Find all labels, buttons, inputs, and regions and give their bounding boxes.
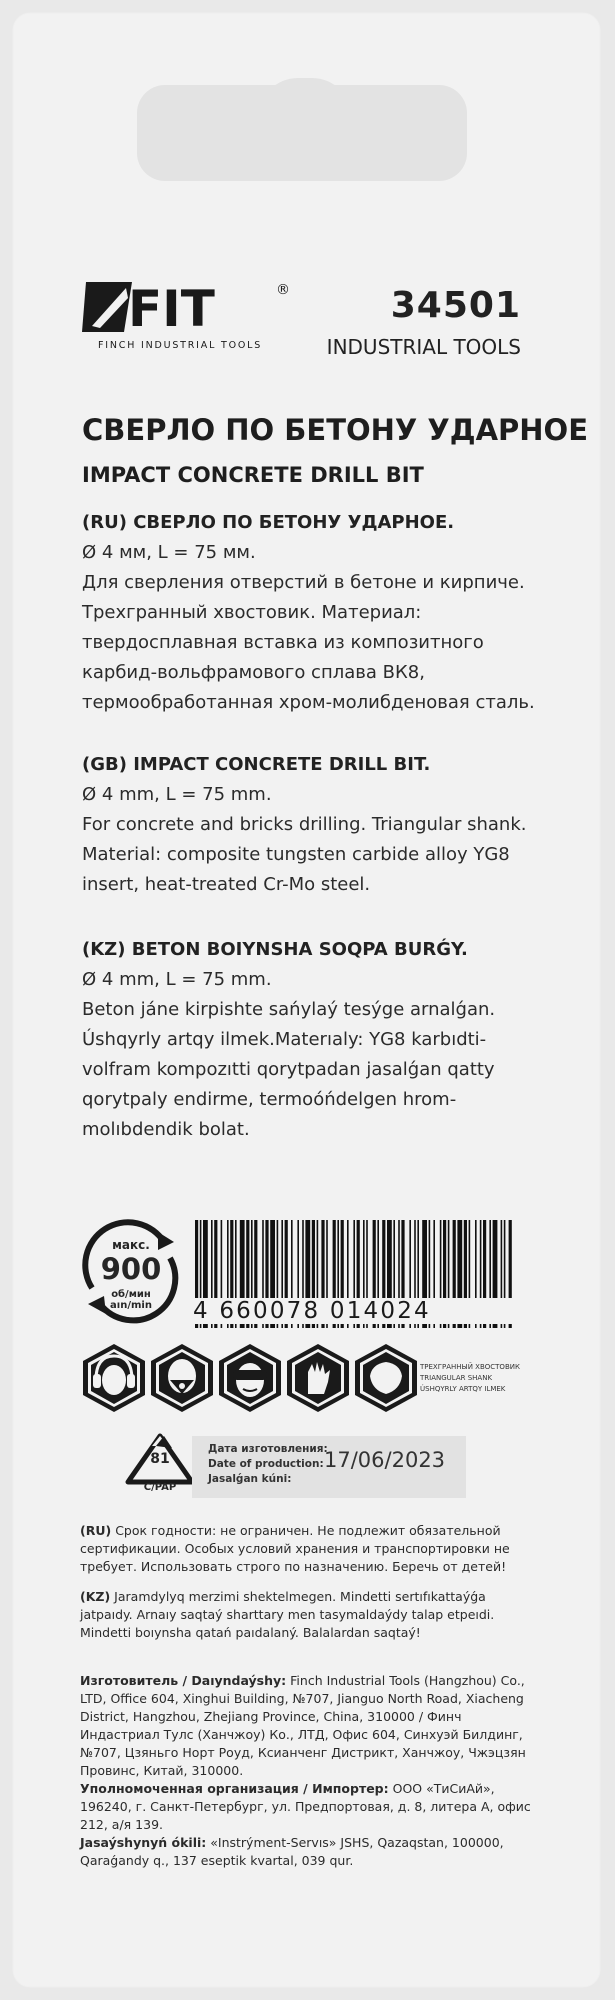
manufacturer-label: Изготовитель / Daıyndaýshy: xyxy=(80,1673,287,1688)
production-label-ru: Дата изготовления: xyxy=(208,1443,328,1455)
description-ru-size: Ø 4 мм, L = 75 мм. xyxy=(82,542,256,563)
storage-note-ru-tag: (RU) xyxy=(80,1523,112,1538)
description-ru-heading: (RU) СВЕРЛО ПО БЕТОНУ УДАРНОЕ. xyxy=(82,512,455,533)
model-number: 34501 xyxy=(390,285,521,326)
barcode-number: 4 660078 014024 xyxy=(193,1298,513,1324)
title-en: IMPACT CONCRETE DRILL BIT xyxy=(82,463,424,487)
respirator-icon xyxy=(148,1342,216,1414)
description-kz-body: Beton jáne kirpishte sańylaý tesýge arnalǵan. Úshqyrly artqy ilmek.Materıaly: YG8 karbıdti-volfram kompozıtti qorytpadan jasalǵan qatty qorytpaly endirme, termoóńdelgen hrom-molıbdendik bolat. xyxy=(82,999,496,1140)
description-kz-heading: (KZ) BETON BOIYNSHA SOQPA BURǴY. xyxy=(82,939,468,960)
manufacturer-text: Finch Industrial Tools (Hangzhou) Co., LTD, Office 604, Xinghui Building, №707, Jianguo North Road, Xiacheng District, Hangzhou, Zhejiang Province, China, 310000 / Финч Индастриал Тулс (Ханчжоу) Ко., ЛТД, Офис 604, Синхуэй Билдинг, №707, Цзяньго Норт Роуд, Ксианченг Дистрикт, Ханчжоу, Чжэцзян Провинс, Китай, 310000. xyxy=(80,1673,526,1778)
production-date: 17/06/2023 xyxy=(324,1448,446,1472)
max-speed-badge xyxy=(78,1218,184,1324)
max-label: макс. xyxy=(112,1238,150,1252)
recycling-badge xyxy=(120,1432,200,1504)
category-label: INDUSTRIAL TOOLS xyxy=(326,335,521,359)
ear-protection-icon xyxy=(80,1342,148,1414)
storage-note-ru xyxy=(80,1522,540,1576)
storage-note-kz xyxy=(80,1588,540,1642)
description-kz xyxy=(82,935,542,1145)
recycle-number: 81 xyxy=(150,1451,170,1467)
storage-note-kz-text: Jaramdylyq merzimi shektelmegen. Mindetti sertıfıkattaýǵa jatpaıdy. Arnaıy saqtaý sharttary men tasymaldaýdy talap etpeıdi. Mindetti boıynsha qatań paıdalaný. Balalardan saqtaý! xyxy=(80,1589,495,1640)
storage-note-ru-text: Срок годности: не ограничен. Не подлежит обязательной сертификации. Особых условий хранения и транспортировки не требует. Использовать строго по назначению. Беречь от детей! xyxy=(80,1523,510,1574)
production-date-box xyxy=(192,1436,466,1498)
production-labels xyxy=(208,1442,328,1487)
safety-goggles-icon xyxy=(216,1342,284,1414)
speed-unit-kz: aın/min xyxy=(110,1300,152,1311)
recycle-code: C/PAP xyxy=(143,1482,177,1493)
manufacturer xyxy=(80,1672,540,1780)
hang-hole xyxy=(137,85,467,181)
gloves-icon xyxy=(284,1342,352,1414)
logo-tagline: FINCH INDUSTRIAL TOOLS xyxy=(98,340,263,351)
recycle-icon xyxy=(120,1432,200,1504)
shank-label-en: TRIANGULAR SHANK xyxy=(420,1374,493,1382)
description-gb-size: Ø 4 mm, L = 75 mm. xyxy=(82,784,272,805)
title-ru: СВЕРЛО ПО БЕТОНУ УДАРНОЕ xyxy=(82,413,588,447)
max-speed-value: 900 xyxy=(100,1252,162,1286)
description-gb-heading: (GB) IMPACT CONCRETE DRILL BIT. xyxy=(82,754,431,775)
importer xyxy=(80,1780,540,1834)
description-ru xyxy=(82,508,542,718)
registered-mark: ® xyxy=(276,282,290,298)
production-label-kz: Jasalǵan kúni: xyxy=(208,1473,292,1485)
speed-unit-ru: об/мин xyxy=(111,1289,151,1300)
shank-label-ru: ТРЕХГРАННЫЙ ХВОСТОВИК xyxy=(420,1363,520,1371)
shank-label xyxy=(420,1362,580,1395)
importer-text: ООО «ТиСиАй», 196240, г. Санкт-Петербург, ул. Предпортовая, д. 8, литера А, офис 212, а/я 139. xyxy=(80,1781,531,1832)
legal-info xyxy=(80,1672,540,1870)
description-kz-size: Ø 4 mm, L = 75 mm. xyxy=(82,969,272,990)
fit-logo xyxy=(82,276,302,356)
description-gb xyxy=(82,750,542,900)
kz-representative-label: Jasaýshynyń ókili: xyxy=(80,1835,207,1850)
description-gb-body: For concrete and bricks drilling. Triangular shank. Material: composite tungsten carbide alloy YG8 insert, heat-treated Cr-Mo steel. xyxy=(82,814,527,895)
importer-label: Уполномоченная организация / Импортер: xyxy=(80,1781,389,1796)
kz-representative xyxy=(80,1834,540,1870)
logo-text: FIT xyxy=(128,280,215,338)
shank-label-kz: ÚSHQYRLY ARTQY ILMEK xyxy=(420,1385,506,1393)
description-ru-body: Для сверления отверстий в бетоне и кирпиче. Трехгранный хвостовик. Материал: твердосплавная вставка из композитного карбид-вольфрамового сплава ВК8, термообработанная хром-молибденовая сталь. xyxy=(82,572,535,713)
storage-note-kz-tag: (KZ) xyxy=(80,1589,111,1604)
kz-representative-text: «Instrýment-Servıs» JSHS, Qazaqstan, 100000, Qaraǵandy q., 137 eseptik kvartal, 039 qur. xyxy=(80,1835,504,1868)
production-label-en: Date of production: xyxy=(208,1458,324,1470)
triangular-shank-icon xyxy=(352,1342,420,1414)
speed-unit xyxy=(78,1289,184,1311)
